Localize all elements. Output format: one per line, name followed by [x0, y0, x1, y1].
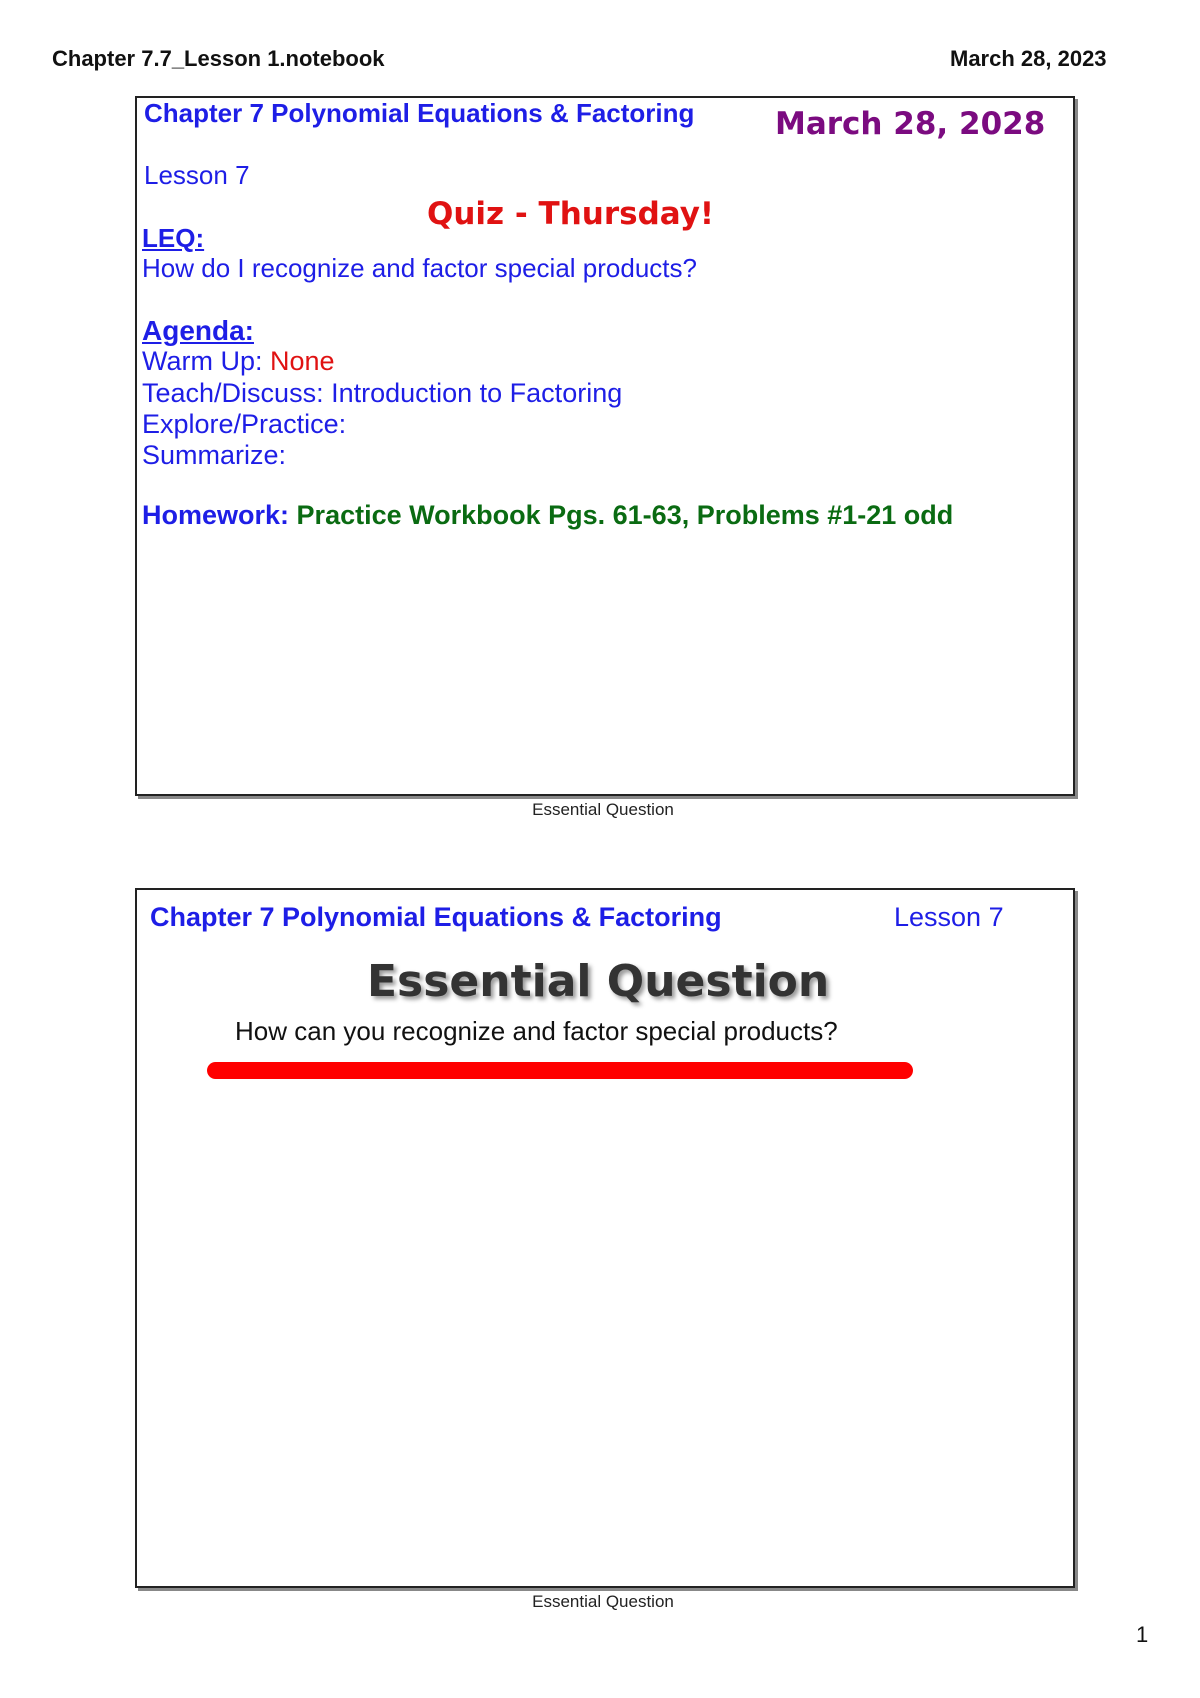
page-number: 1: [1136, 1622, 1149, 1647]
leq-text: How do I recognize and factor special products?: [142, 253, 697, 283]
red-divider-bar: [207, 1062, 913, 1079]
agenda-teach: Teach/Discuss: Introduction to Factoring: [142, 378, 623, 408]
homework-value: Practice Workbook Pgs. 61-63, Problems #1-21 odd: [296, 500, 954, 530]
agenda-explore: Explore/Practice:: [142, 409, 347, 439]
quiz-notice: Quiz - Thursday!: [427, 196, 715, 232]
slide2-title: Chapter 7 Polynomial Equations & Factoring: [150, 902, 722, 932]
slide1-caption: Essential Question: [532, 800, 674, 819]
essential-question-heading: Essential Question: [367, 956, 830, 1007]
slide-agenda: [135, 96, 1075, 796]
slide1-lesson: Lesson 7: [144, 160, 250, 190]
slide1-title: Chapter 7 Polynomial Equations & Factoring: [144, 98, 695, 128]
essential-question-text: How can you recognize and factor special products?: [235, 1016, 838, 1046]
slide-essential-question: [135, 888, 1075, 1588]
agenda-warmup: [142, 346, 335, 377]
agenda-summarize: Summarize:: [142, 440, 287, 470]
leq-heading: LEQ:: [142, 223, 205, 253]
slide2-caption: Essential Question: [532, 1592, 674, 1611]
warmup-value: None: [270, 346, 335, 376]
agenda-heading: Agenda:: [142, 315, 254, 346]
homework-label: Homework:: [142, 500, 290, 530]
homework: [142, 500, 953, 531]
slide1-date: March 28, 2028: [775, 106, 1046, 142]
header-date: March 28, 2023: [950, 46, 1107, 71]
slide2-lesson: Lesson 7: [894, 902, 1004, 932]
notebook-filename: Chapter 7.7_Lesson 1.notebook: [52, 46, 385, 71]
warmup-label: Warm Up:: [142, 346, 263, 376]
